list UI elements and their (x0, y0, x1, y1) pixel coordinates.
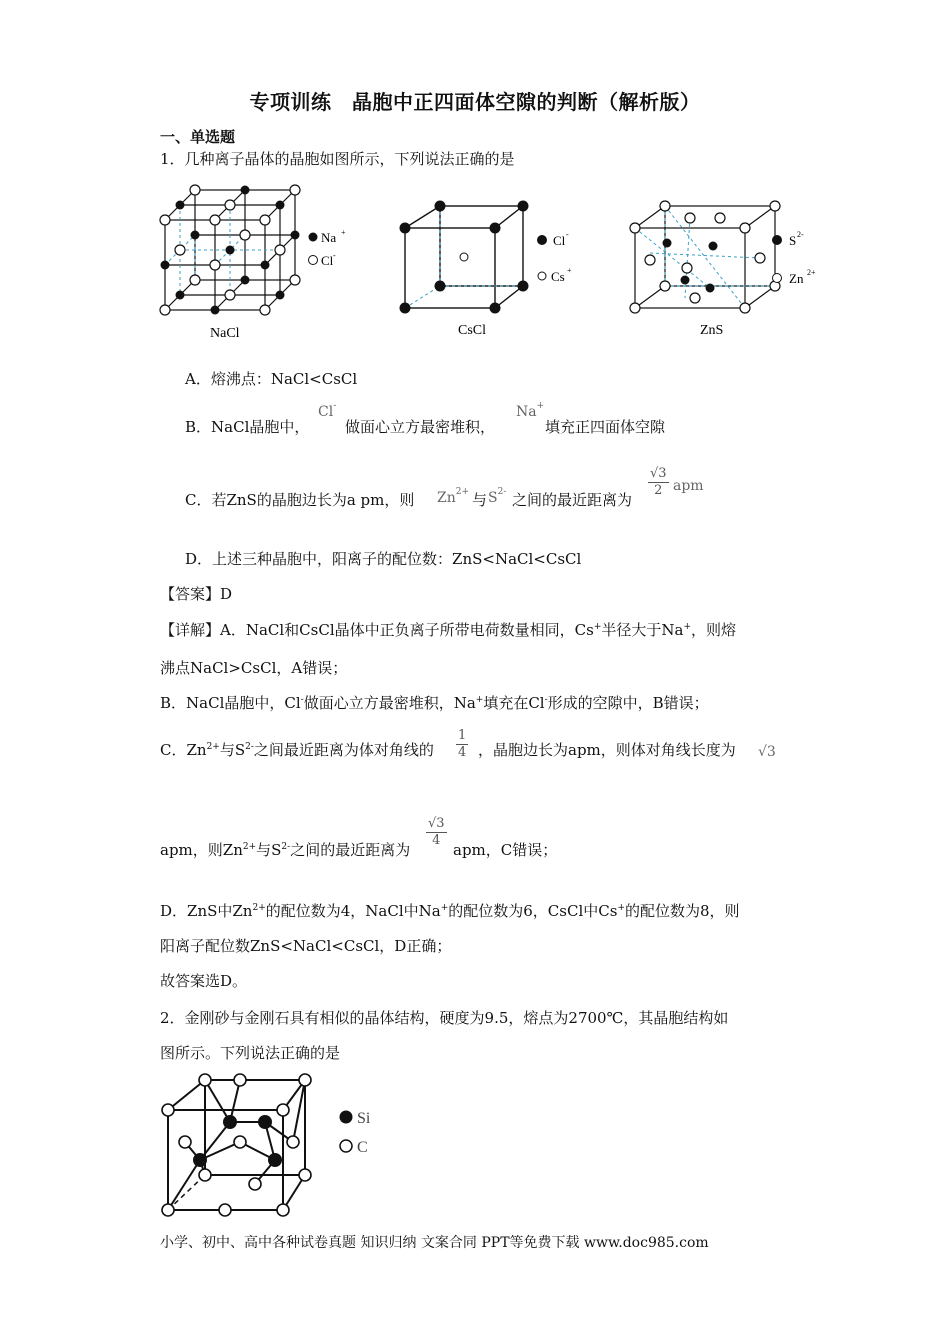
q1-option-c-s (488, 487, 507, 506)
detail3-b: 做面心立方最密堆积，Na (303, 694, 476, 712)
cl2-charge: - (566, 230, 569, 239)
detail5-sup1: 2+ (242, 842, 257, 852)
detail6-a: D．ZnS中Zn (160, 902, 253, 920)
q1-option-c-zn (437, 487, 470, 506)
q1-option-c-part2: 与 (472, 491, 488, 509)
c-s-sup: 2- (497, 487, 507, 497)
detail1-c: ，则熔 (690, 621, 736, 639)
detail3-sup1: - (300, 695, 304, 705)
frac5-num: √3 (428, 816, 445, 831)
c-frac-den: 2 (654, 483, 663, 498)
detail6-c: 的配位数为6，CsCl中Cs (448, 902, 618, 920)
detail4-c: 之间最近距离为体对角线的 (253, 741, 434, 759)
detail6-sup2: + (440, 903, 449, 913)
cscl-cs-label: Cs (551, 269, 565, 284)
b-na-text: Na (516, 404, 537, 420)
detail3-c: 填充在Cl (483, 694, 545, 712)
cscl-name: CsCl (458, 323, 487, 338)
q1-detail-sqrt3: √3 (758, 744, 776, 760)
q1-option-b-part1: B．NaCl晶胞中， (185, 418, 310, 436)
page-footer: 小学、初中、高中各种试卷真题 知识归纳 文案合同 PPT等免费下载 www.doc985.com (160, 1235, 709, 1251)
c-zn-text: Zn (437, 490, 456, 506)
detail5-sup2: 2- (281, 842, 291, 852)
zns-cell-figure (625, 198, 835, 343)
detail3-d: 形成的空隙中，B错误； (547, 694, 709, 712)
q1-option-c-fraction (648, 466, 669, 499)
q1-answer: 【答案】D (160, 585, 233, 603)
q1-detail-sqrt3-over-4 (426, 816, 447, 849)
na-charge: + (341, 228, 346, 237)
q1-option-c-part3: 之间的最近距离为 (512, 491, 633, 509)
detail6-d: 的配位数为8，则 (624, 902, 740, 920)
quarter-den: 4 (458, 745, 467, 760)
detail1-b: 半径大于Na (601, 621, 684, 639)
nacl-cell-figure (155, 180, 355, 345)
q1-detail-line1 (160, 620, 736, 640)
section-heading: 一、单选题 (160, 128, 236, 146)
sic-cell-figure (160, 1072, 390, 1217)
detail5-c: 之间的最近距离为 (290, 841, 411, 859)
c-frac-num: √3 (650, 466, 667, 481)
page-title: 专项训练 晶胞中正四面体空隙的判断（解析版） (249, 90, 701, 114)
sic-si-label: Si (357, 1110, 371, 1127)
sic-c-label: C (357, 1139, 368, 1156)
detail1-sup1: + (593, 622, 602, 632)
quarter-num: 1 (458, 728, 467, 743)
detail6-b: 的配位数为4，NaCl中Na (265, 902, 441, 920)
detail6-sup1: 2+ (252, 903, 266, 913)
zn-charge: 2+ (807, 268, 816, 277)
cs-charge: + (567, 266, 572, 275)
zns-zn-label: Zn (789, 271, 804, 286)
q1-detail-line6 (160, 901, 740, 921)
q1-detail-line4-end: ，晶胞边长为apm，则体对角线长度为 (478, 741, 736, 759)
detail4-sup2: 2- (245, 742, 254, 752)
b-cl-text: Cl (318, 404, 334, 420)
q1-option-c-part1: C．若ZnS的晶胞边长为a pm，则 (185, 491, 415, 509)
q1-detail-line5-end: apm，C错误； (453, 841, 558, 859)
b-cl-sup: - (333, 401, 337, 411)
zns-s-label: S (789, 233, 797, 248)
cscl-cell-figure (395, 198, 595, 343)
detail4-sup1: 2+ (206, 742, 220, 752)
q1-option-b-part2: 做面心立方最密堆积， (345, 418, 496, 436)
q1-option-b-part3: 填充正四面体空隙 (545, 418, 666, 436)
nacl-na-label: Na (321, 230, 337, 245)
zns-name: ZnS (700, 323, 724, 338)
detail5-b: 与S (256, 841, 282, 859)
q1-option-b-cl (318, 401, 337, 420)
detail6-sup3: + (617, 903, 625, 913)
cscl-cl-label: Cl (553, 233, 566, 248)
detail3-sup3: - (544, 695, 548, 705)
q1-detail-line3 (160, 693, 709, 713)
q1-detail-quarter-fraction (456, 728, 468, 761)
q1-detail-line4 (160, 740, 434, 760)
s-charge: 2- (797, 230, 804, 239)
cl-charge: - (333, 251, 336, 260)
detail3-sup2: + (475, 695, 484, 705)
c-zn-sup: 2+ (455, 487, 470, 497)
q1-stem: 1．几种离子晶体的晶胞如图所示，下列说法正确的是 (160, 150, 515, 168)
detail3-a: B．NaCl晶胞中，Cl (160, 694, 301, 712)
q2-stem-line2: 图所示。下列说法正确的是 (160, 1044, 341, 1062)
detail1-a: 【详解】A．NaCl和CsCl晶体中正负离子所带电荷数量相同，Cs (160, 621, 594, 639)
q1-option-b-na (516, 401, 545, 420)
q2-stem-line1: 2．金刚砂与金刚石具有相似的晶体结构，硬度为9.5，熔点为2700℃，其晶胞结构如 (160, 1009, 729, 1027)
detail4-b: 与S (219, 741, 246, 759)
detail4-a: C．Zn (160, 741, 207, 759)
nacl-name: NaCl (210, 326, 240, 341)
detail1-sup2: + (683, 622, 691, 632)
c-s-text: S (488, 490, 498, 506)
q1-option-c-unit: apm (673, 478, 704, 494)
q1-option-a: A．熔沸点：NaCl<CsCl (185, 370, 358, 388)
q1-detail-line8: 故答案选D。 (160, 972, 248, 990)
detail5-a: apm，则Zn (160, 841, 243, 859)
q1-detail-line5 (160, 840, 410, 860)
q1-detail-line2: 沸点NaCl>CsCl，A错误； (160, 659, 348, 677)
q1-option-d: D．上述三种晶胞中，阳离子的配位数：ZnS<NaCl<CsCl (185, 550, 582, 568)
q1-detail-line7: 阳离子配位数ZnS<NaCl<CsCl，D正确； (160, 937, 452, 955)
nacl-cl-label: Cl (321, 253, 334, 268)
b-na-sup: + (536, 401, 545, 411)
frac5-den: 4 (432, 833, 441, 848)
